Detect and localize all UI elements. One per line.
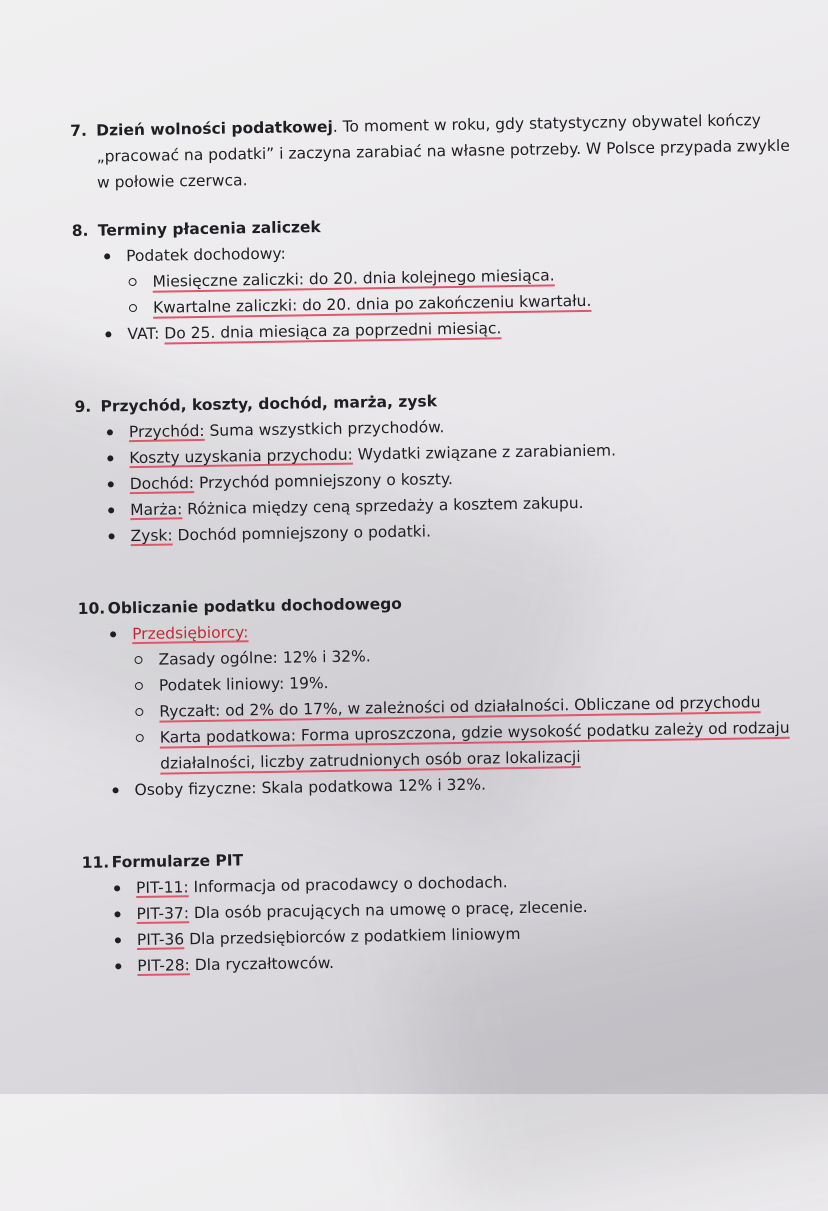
section-number: 9. xyxy=(74,397,92,416)
list-item-text: Miesięczne zaliczki: do 20. dnia kolejnego miesiąca. xyxy=(152,266,555,291)
document-page xyxy=(70,107,803,980)
list-item xyxy=(102,233,793,322)
list-item-term: PIT-11: xyxy=(135,878,189,898)
section-number: 8. xyxy=(71,221,89,240)
section-7 xyxy=(70,107,791,196)
section-title: Przychód, koszty, dochód, marża, zysk xyxy=(100,392,438,416)
list-item-term: PIT-37: xyxy=(136,904,190,924)
section-title: Obliczanie podatku dochodowego xyxy=(107,594,403,618)
list-item xyxy=(108,611,800,778)
list-item-text: Dla przedsiębiorców z podatkiem liniowym xyxy=(184,925,521,949)
list-item-text: Kwartalne zaliczki: do 20. dnia po zakończeniu kwartału. xyxy=(152,291,592,317)
list-item-term: VAT: xyxy=(127,324,160,344)
list-item-text: Dla ryczałtowców. xyxy=(189,953,335,975)
section-number: 10. xyxy=(77,599,106,618)
list-item-text: Dochód pomniejszony o podatki. xyxy=(172,522,432,545)
list-item-text: Informacja od pracodawcy o dochodach. xyxy=(188,873,508,897)
list-item-text: Podatek dochodowy: xyxy=(126,244,286,266)
section-7-text xyxy=(96,107,791,196)
bullet-list xyxy=(82,865,804,980)
list-item-text: Wydatki związane z zarabianiem. xyxy=(352,441,617,464)
list-item-text: Osoby fizyczne: Skala podatkowa 12% i 32%. xyxy=(134,775,487,800)
section-8 xyxy=(72,207,794,348)
list-item-term: Przychód: xyxy=(128,421,205,442)
list-item-term: Przedsiębiorcy: xyxy=(131,623,249,644)
list-item-text: Różnica między ceną sprzedaży a kosztem zakupu. xyxy=(182,493,584,519)
list-item-term: PIT-36 xyxy=(136,930,185,950)
list-item-term: Koszty uzyskania przychodu: xyxy=(129,445,353,468)
bullet-list xyxy=(72,233,794,348)
section-10 xyxy=(78,585,801,804)
list-item-text: Przychód pomniejszony o koszty. xyxy=(193,470,453,493)
section-title: Dzień wolności podatkowej xyxy=(96,117,333,140)
list-item-term: Dochód: xyxy=(129,474,195,494)
sub-list xyxy=(132,637,800,777)
list-item-term: PIT-28: xyxy=(137,956,190,976)
list-item-term: Zysk: xyxy=(130,526,173,546)
list-item-text: Ryczałt: od 2% do 17%, w zależności od działalności. Obliczane od przychodu xyxy=(159,693,761,721)
bullet-list xyxy=(75,409,797,550)
list-item-text: Podatek liniowy: 19%. xyxy=(158,674,329,695)
section-number: 7. xyxy=(70,121,88,140)
list-item-text: Suma wszystkich przychodów. xyxy=(204,418,445,440)
list-item-text: Karta podatkowa: Forma uproszczona, gdzie wysokość podatku zależy od rodzaju działalności, liczby zatrudnionych osób oraz lokalizacji xyxy=(159,718,790,773)
section-9 xyxy=(74,383,796,550)
bullet-list xyxy=(78,611,801,804)
section-title: Terminy płacenia zaliczek xyxy=(97,218,321,240)
section-number: 11. xyxy=(81,853,110,872)
section-title: Formularze PIT xyxy=(111,851,244,872)
list-item-term: Marża: xyxy=(130,500,183,520)
section-7-body: . To moment w roku, gdy statystyczny obywatel kończy „pracować na podatki” i zaczyna zarabiać na własne potrzeby. W Polsce przypada zwykle w połowie czerwca. xyxy=(96,111,790,192)
list-item-text: Dla osób pracujących na umowę o pracę, zlecenie. xyxy=(188,897,588,923)
list-item-text: Zasady ogólne: 12% i 32%. xyxy=(158,647,371,669)
list-item-text: Do 25. dnia miesiąca za poprzedni miesiąc. xyxy=(164,319,502,343)
section-11 xyxy=(81,839,803,980)
